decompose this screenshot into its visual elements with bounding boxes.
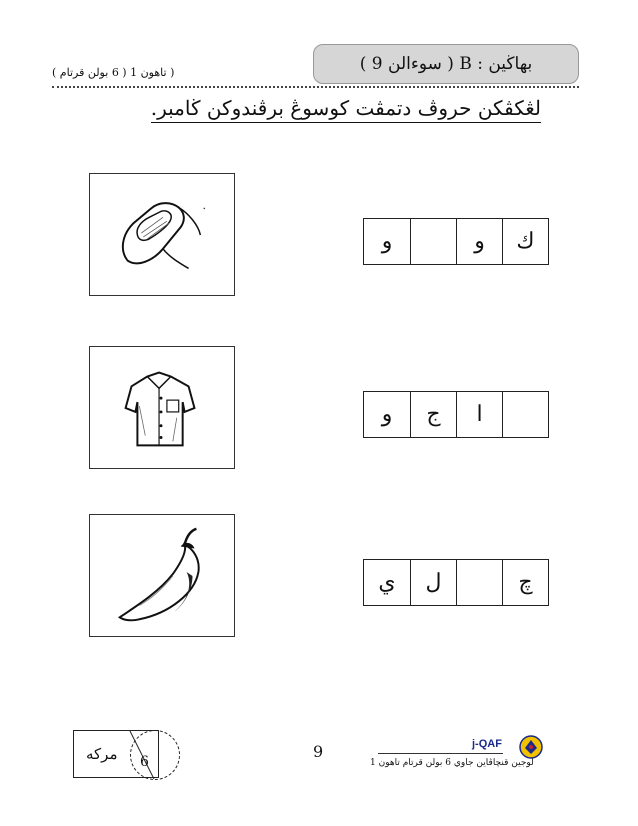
fingernail-icon	[90, 174, 234, 295]
shirt-icon	[90, 347, 234, 468]
letter-cell[interactable]: ا	[456, 392, 502, 437]
letter-grid-2	[363, 391, 549, 438]
markah-label: مركه	[86, 745, 118, 763]
letter-cell[interactable]: چ	[502, 560, 548, 605]
score-circle	[130, 730, 180, 780]
ministry-logo-icon	[519, 734, 543, 760]
letter-grid-1	[363, 218, 549, 265]
footer-caption: لوجين قنچاڤاين جاوي 6 بولن قرتام تاهون 1	[370, 758, 534, 768]
header-caption: ( تاهون 1 ( 6 بولن قرتام )	[52, 66, 175, 79]
letter-cell[interactable]	[456, 560, 502, 605]
letter-cell[interactable]: ل	[410, 560, 456, 605]
picture-chili	[89, 514, 235, 637]
letter-grid-3	[363, 559, 549, 606]
section-title: بهاڬين : B ( سوءالن 9 )	[359, 54, 533, 74]
letter-cell[interactable]: و	[381, 229, 393, 254]
jqaf-logo-text: j-QAF	[472, 738, 502, 750]
header-divider	[52, 86, 579, 88]
section-title-box	[313, 44, 579, 84]
picture-shirt	[89, 346, 235, 469]
chili-icon	[90, 515, 234, 636]
letter-cell[interactable]: ي	[378, 570, 396, 595]
letter-cell[interactable]: ج	[410, 392, 456, 437]
letter-cell[interactable]: ك	[502, 219, 548, 264]
score-value: 6	[140, 754, 149, 770]
instruction-text: لڠكڤكن حروڤ دتمڤت كوسوڠ برڤندوكن ڬامبر.	[151, 96, 541, 123]
letter-cell[interactable]	[502, 392, 548, 437]
letter-cell[interactable]: و	[456, 219, 502, 264]
letter-cell[interactable]: و	[381, 402, 393, 427]
letter-cell[interactable]	[410, 219, 456, 264]
picture-fingernail	[89, 173, 235, 296]
page-number: 9	[313, 742, 324, 761]
footer-rule	[378, 753, 503, 754]
